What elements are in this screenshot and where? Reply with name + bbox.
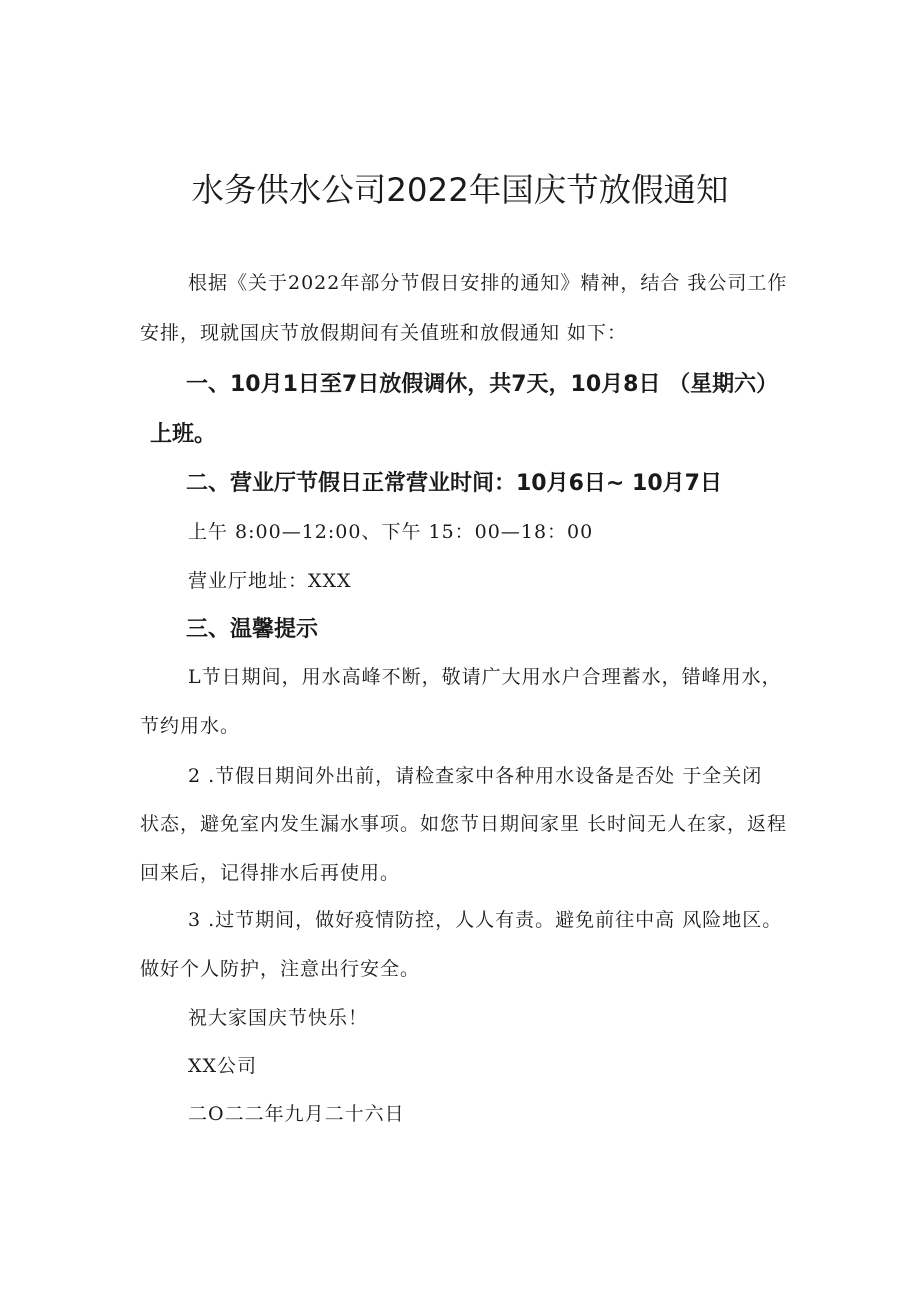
section-2-heading: 二、营业厅节假日正常营业时间：10月6日~ 10月7日 [186,471,722,496]
tip-1-line-1: L节日期间，用水高峰不断，敬请广大用水户合理蓄水，错峰用水， [188,666,782,688]
section-1-line-2: 上班。 [150,422,217,447]
business-hours: 上午 8:00—12:00、下午 15：00—18：00 [188,521,594,543]
section-3-heading: 三、温馨提示 [186,617,319,642]
intro-line-2: 安排，现就国庆节放假期间有关值班和放假通知 如下： [140,322,628,344]
document-title: 水务供水公司2022年国庆节放假通知 [191,171,729,209]
tip-2-line-2: 状态，避免室内发生漏水事项。如您节日期间家里 长时间无人在家，返程 [140,813,788,835]
intro-line-1: 根据《关于2022年部分节假日安排的通知》精神，结合 我公司工作 [188,272,788,294]
tip-2-line-3: 回来后，记得排水后再使用。 [140,862,401,884]
holiday-greeting: 祝大家国庆节快乐！ [188,1007,369,1029]
section-1-line-1: 一、10月1日至7日放假调休，共7天，10月8日 （星期六） [186,372,779,397]
company-signature: XX公司 [188,1055,258,1077]
notice-date: 二O二二年九月二十六日 [188,1103,405,1125]
business-address: 营业厅地址：XXX [188,570,352,592]
tip-3-line-1: 3 .过节期间，做好疫情防控，人人有责。避免前往中高 风险地区。 [188,909,783,931]
tip-1-line-2: 节约用水。 [140,715,241,737]
tip-2-line-1: 2 .节假日期间外出前，请检查家中各种用水设备是否处 于全关闭 [188,765,763,787]
tip-3-line-2: 做好个人防护，注意出行安全。 [140,958,421,980]
